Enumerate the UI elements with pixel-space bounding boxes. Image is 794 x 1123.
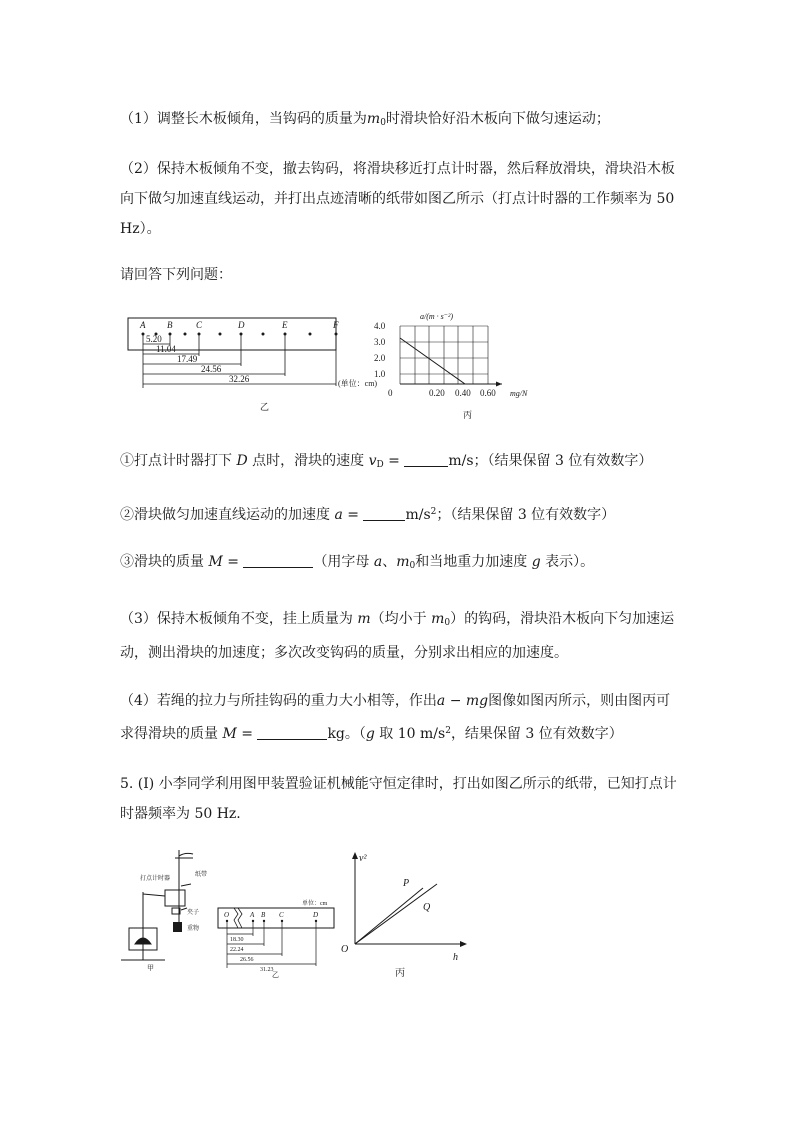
tape-unit: (单位：cm) <box>338 379 378 388</box>
graph-xlabel: mg/N <box>510 389 528 398</box>
tape-diagram <box>125 312 393 414</box>
label-timer: 打点计时器 <box>140 876 171 882</box>
tape-caption: 乙 <box>260 402 270 412</box>
graph-caption: 丙 <box>463 410 473 420</box>
dist-AD: 17.49 <box>177 354 198 364</box>
xtick-0: 0 <box>388 388 393 398</box>
dist-AE: 24.56 <box>201 364 222 374</box>
tape2-dist-OA: 18.30 <box>230 937 244 943</box>
answer-prompt: 请回答下列问题： <box>120 267 232 283</box>
ytick-2: 2.0 <box>374 353 386 363</box>
question-5-text: 5. (Ⅰ) 小李同学利用图甲装置验证机械能守恒定律时，打出如图乙所示的纸带，已知打点计时器频率为 50 Hz. <box>120 776 677 822</box>
sub-question-1: ①打点计时器打下 D 点时，滑块的速度 $v_D = m/s$；（结果保留 3 位有效数字） <box>120 453 653 470</box>
tape2-caption: 乙 <box>272 971 279 978</box>
graph2-xlabel: h <box>453 952 458 963</box>
ytick-3: 3.0 <box>374 337 386 347</box>
tape2-dist-OD: 31.23 <box>260 967 274 973</box>
label-clip: 夹子 <box>187 910 200 916</box>
part3-text: （3）保持木板倾角不变，挂上质量为 m（均小于 $m_0$）的钩码，滑块沿木板向下匀加速运动，测出滑块的加速度；多次改变钩码的质量，分别求出相应的加速度。 <box>120 611 675 661</box>
answer-blank-mass[interactable] <box>257 725 327 740</box>
graph-ylabel: a/(m · s⁻²) <box>420 312 454 321</box>
label-weight: 重物 <box>187 926 200 932</box>
part1-text: （1）调整长木板倾角，当钩码的质量为$m_0$时滑块恰好沿木板向下做匀速运动； <box>120 111 610 128</box>
graph2-origin: O <box>341 944 349 955</box>
label-tape: 纸带 <box>195 872 208 878</box>
tape-diagram-q5 <box>216 896 340 978</box>
apparatus-diagram <box>115 848 215 972</box>
answer-blank-a[interactable] <box>363 506 405 521</box>
part2-text: （2）保持木板倾角不变，撤去钩码，将滑块移近打点计时器，然后释放滑块，滑块沿木板向下做匀加速直线运动，并打出点迹清晰的纸带如图乙所示（打点计时器的工作频率为 50 Hz）。 <box>120 161 675 237</box>
xtick-060: 0.60 <box>480 388 496 398</box>
part4-text: （4）若绳的拉力与所挂钩码的重力大小相等，作出a − mg图像如图丙所示，则由图丙可求得滑块的质量 M = kg。（g 取 10 $m/s^2$，结果保留 3 位有效数字） <box>120 693 671 742</box>
sub-question-2: ②滑块做匀加速直线运动的加速度 $a = m/s^2$；（结果保留 3 位有效数字） <box>120 507 616 523</box>
point-B: B <box>167 320 173 330</box>
dist-AF: 32.26 <box>229 374 250 384</box>
tape2-point-B: B <box>261 911 266 919</box>
tape2-point-O: O <box>224 911 230 919</box>
v2-h-graph <box>335 848 475 980</box>
xtick-020: 0.20 <box>429 388 445 398</box>
point-D: D <box>238 320 245 330</box>
sub-question-3: ③滑块的质量 M = （用字母 a、$m_0$和当地重力加速度 g 表示）。 <box>120 554 595 571</box>
answer-blank-vd[interactable] <box>404 452 448 467</box>
point-A: A <box>140 320 146 330</box>
tape2-unit: 单位：cm <box>302 901 328 907</box>
graph2-caption: 丙 <box>395 968 405 979</box>
tape2-dist-OC: 26.56 <box>240 957 254 963</box>
point-F: F <box>333 320 339 330</box>
tape2-dist-OB: 22.24 <box>230 947 244 953</box>
graph2-ylabel: v² <box>359 853 367 864</box>
point-C: C <box>196 320 203 330</box>
tape2-point-D: D <box>313 911 319 919</box>
xtick-040: 0.40 <box>455 388 471 398</box>
apparatus-caption: 甲 <box>147 964 154 972</box>
ytick-1: 1.0 <box>374 369 386 379</box>
dist-AC: 11.04 <box>156 344 176 354</box>
a-mg-graph <box>370 308 550 424</box>
tape2-point-C: C <box>279 911 284 919</box>
dist-AB: 5.20 <box>146 334 162 344</box>
ytick-4: 4.0 <box>374 321 386 331</box>
answer-blank-M[interactable] <box>243 553 313 568</box>
line-P-label: P <box>403 878 410 889</box>
point-E: E <box>282 320 288 330</box>
line-Q-label: Q <box>423 902 431 913</box>
tape2-point-A: A <box>250 911 255 919</box>
